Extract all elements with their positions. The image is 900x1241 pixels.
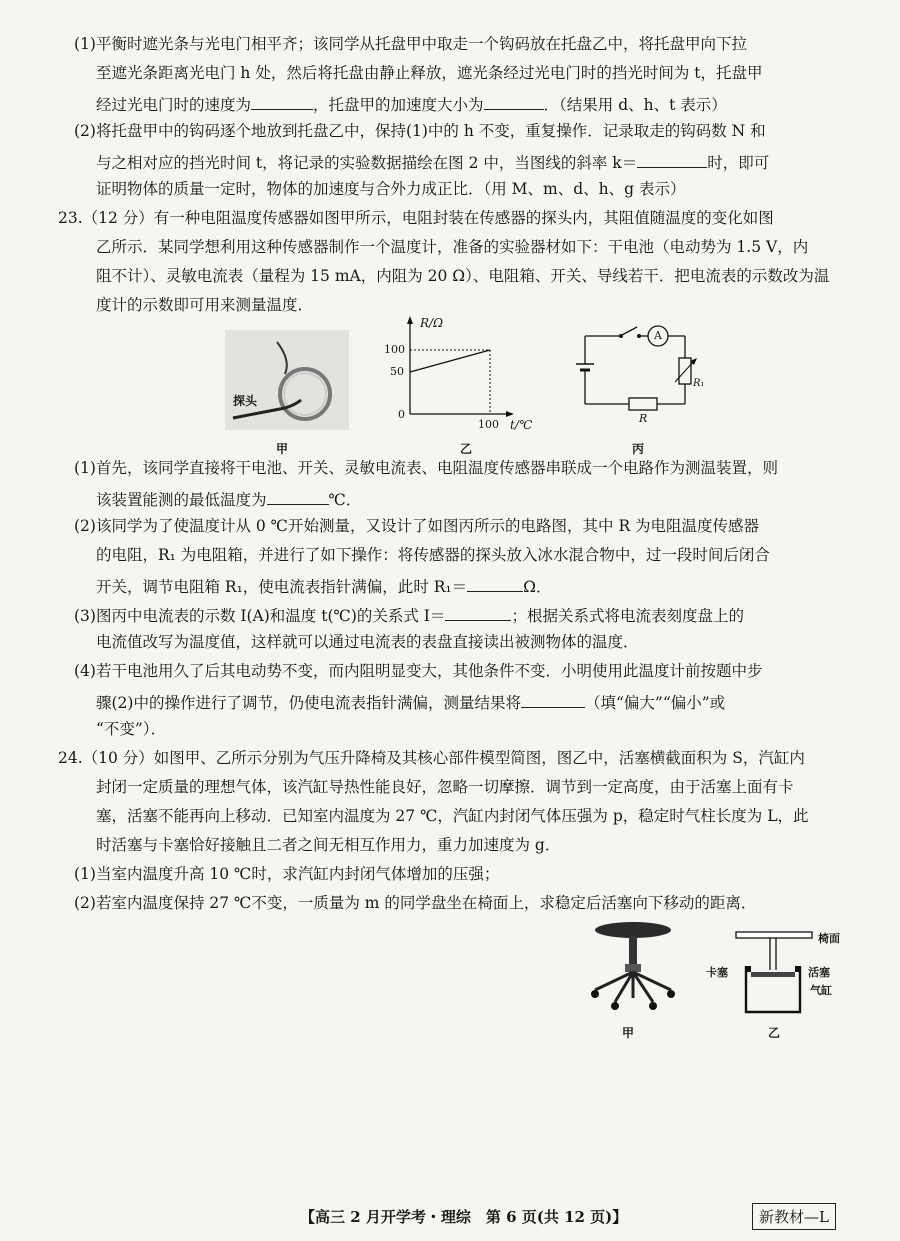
q23-sub2-line2: 的电阻，R₁ 为电阻箱，并进行了如下操作：将传感器的探头放入冰水混合物中，过一段时间后闭合 — [96, 546, 770, 564]
q22-part1-line1: (1)平衡时遮光条与光电门相平齐；该同学从托盘甲中取走一个钩码放在托盘乙中，将托盘甲向下拉 — [74, 35, 747, 53]
seat-label: 椅面 — [818, 932, 840, 945]
q23-line2: 乙所示．某同学想利用这种传感器制作一个温度计，准备的实验器材如下：干电池（电动势为 1.5 V，内 — [96, 238, 809, 256]
answer-blank — [521, 693, 585, 708]
figure-yi-caption: 乙 — [460, 442, 473, 456]
q24-line4: 时活塞与卡塞恰好接触且二者之间无相互作用力，重力加速度为 g． — [96, 836, 561, 854]
answer-blank — [637, 153, 707, 168]
answer-blank — [467, 577, 523, 592]
answer-blank — [267, 490, 329, 505]
graph-origin-tick: 0 — [398, 408, 405, 421]
chair-figure-jia-caption: 甲 — [622, 1026, 635, 1040]
graph-x-axis-label: t/℃ — [510, 418, 533, 432]
q24-line1: 24.（10 分）如图甲、乙所示分别为气压升降椅及其核心部件模型简图，图乙中，活塞横截面积为 S，汽缸内 — [58, 749, 805, 767]
edition-badge: 新教材—L — [752, 1203, 836, 1230]
graph-y-tick-100: 100 — [384, 343, 405, 356]
q23-sub3-text-b: ；根据关系式将电流表刻度盘上的 — [511, 607, 744, 625]
q24-line3: 塞，活塞不能再向上移动．已知室内温度为 27 ℃，汽缸内封闭气体压强为 p，稳定时气柱长度为 L，此 — [96, 807, 809, 825]
probe-label: 探头 — [233, 394, 258, 408]
answer-blank — [484, 95, 544, 110]
sensor-resistor-label: R — [639, 412, 648, 425]
figure-bing-caption: 丙 — [632, 442, 645, 456]
q24-line2: 封闭一定质量的理想气体，该汽缸导热性能良好，忽略一切摩擦．调节到一定高度，由于活塞上面有卡 — [96, 778, 794, 796]
resistance-temperature-graph — [380, 314, 560, 436]
graph-x-tick-100: 100 — [478, 418, 499, 431]
graph-y-axis-label: R/Ω — [420, 316, 444, 330]
footer-title: 【高三 2 月开学考・理综 第 6 页(共 12 页)】 — [300, 1208, 628, 1226]
q24-sub2: (2)若室内温度保持 27 ℃不变，一质量为 m 的同学盘坐在椅面上，求稳定后活塞向下移动的距离． — [74, 894, 757, 912]
q23-line1: 23.（12 分）有一种电阻温度传感器如图甲所示，电阻封装在传感器的探头内，其阻值随温度的变化如图 — [58, 209, 774, 227]
graph-y-tick-50: 50 — [390, 365, 404, 378]
q22-part2-line3: 证明物体的质量一定时，物体的加速度与合外力成正比．（用 M、m、d、h、g 表示） — [96, 180, 686, 198]
q22-part1-line3 — [96, 95, 896, 114]
q23-sub3-line1 — [74, 606, 874, 625]
q23-sub4-text-a: 骤(2)中的操作进行了调节，仍使电流表指针满偏，测量结果将 — [96, 694, 521, 712]
cylinder-model-diagram — [690, 926, 850, 1018]
cylinder-figure-yi-caption: 乙 — [768, 1026, 781, 1040]
piston-label: 活塞 — [808, 966, 830, 979]
q22-part1-text-b: ，托盘甲的加速度大小为 — [313, 96, 484, 114]
q23-sub4-line1: (4)若干电池用久了后其电动势不变，而内阻明显变大，其他条件不变．小明使用此温度计前按题中步 — [74, 662, 763, 680]
q22-part1-text-a: 经过光电门时的速度为 — [96, 96, 252, 114]
q23-sub2-line3 — [96, 577, 896, 596]
q24-sub1: (1)当室内温度升高 10 ℃时，求汽缸内封闭气体增加的压强； — [74, 865, 500, 883]
q23-sub1-line2 — [96, 490, 896, 509]
q23-sub4-line3: “不变”）． — [96, 720, 167, 738]
rheostat-label: R₁ — [693, 378, 705, 389]
q22-part1-text-c: ．（结果用 d、h、t 表示） — [543, 96, 727, 114]
q23-sub3-text-a: (3)图丙中电流表的示数 I(A)和温度 t(℃)的关系式 I＝ — [74, 607, 446, 625]
q23-sub4-text-b: （填“偏大”“偏小”或 — [584, 694, 726, 712]
cylinder-label: 气缸 — [810, 984, 832, 997]
q23-sub1-text-a: 该装置能测的最低温度为 — [96, 491, 267, 509]
answer-blank — [445, 606, 511, 621]
q23-sub2-text-a: 开关，调节电阻箱 R₁，使电流表指针满偏，此时 R₁＝ — [96, 578, 468, 596]
ammeter-label: A — [654, 329, 662, 342]
figure-jia-caption: 甲 — [276, 442, 289, 456]
q23-sub3-line2: 电流值改写为温度值，这样就可以通过电流表的表盘直接读出被测物体的温度． — [96, 633, 639, 651]
q23-sub4-line2 — [96, 693, 896, 712]
q22-part2-line1: (2)将托盘甲中的钩码逐个地放到托盘乙中，保持(1)中的 h 不变，重复操作．记录取走的钩码数 N 和 — [74, 122, 766, 140]
q22-part2-text-a: 与之相对应的挡光时间 t，将记录的实验数据描绘在图 2 中，当图线的斜率 k＝ — [96, 154, 638, 172]
lift-chair-illustration — [585, 920, 680, 1012]
q23-sub2-line1: (2)该同学为了使温度计从 0 ℃开始测量，又设计了如图丙所示的电路图，其中 R 为电阻温度传感器 — [74, 517, 760, 535]
q23-line3: 阻不计）、灵敏电流表（量程为 15 mA，内阻为 20 Ω）、电阻箱、开关、导线若干．把电流表的示数改为温 — [96, 267, 830, 285]
q22-part2-text-b: 时，即可 — [707, 154, 770, 172]
q23-sub1-text-b: ℃． — [328, 491, 362, 509]
q23-sub2-text-b: Ω． — [523, 578, 552, 596]
q22-part1-line2: 至遮光条距离光电门 h 处，然后将托盘由静止释放，遮光条经过光电门时的挡光时间为 t，托盘甲 — [96, 64, 763, 82]
q23-sub1-line1: (1)首先，该同学直接将干电池、开关、灵敏电流表、电阻温度传感器串联成一个电路作为测温装置，则 — [74, 459, 778, 477]
answer-blank — [251, 95, 313, 110]
sensor-photo — [225, 330, 349, 430]
stopper-label: 卡塞 — [706, 966, 728, 979]
circuit-diagram — [575, 316, 705, 425]
q22-part2-line2 — [96, 153, 896, 172]
q23-line4: 度计的示数即可用来测量温度． — [96, 296, 314, 314]
